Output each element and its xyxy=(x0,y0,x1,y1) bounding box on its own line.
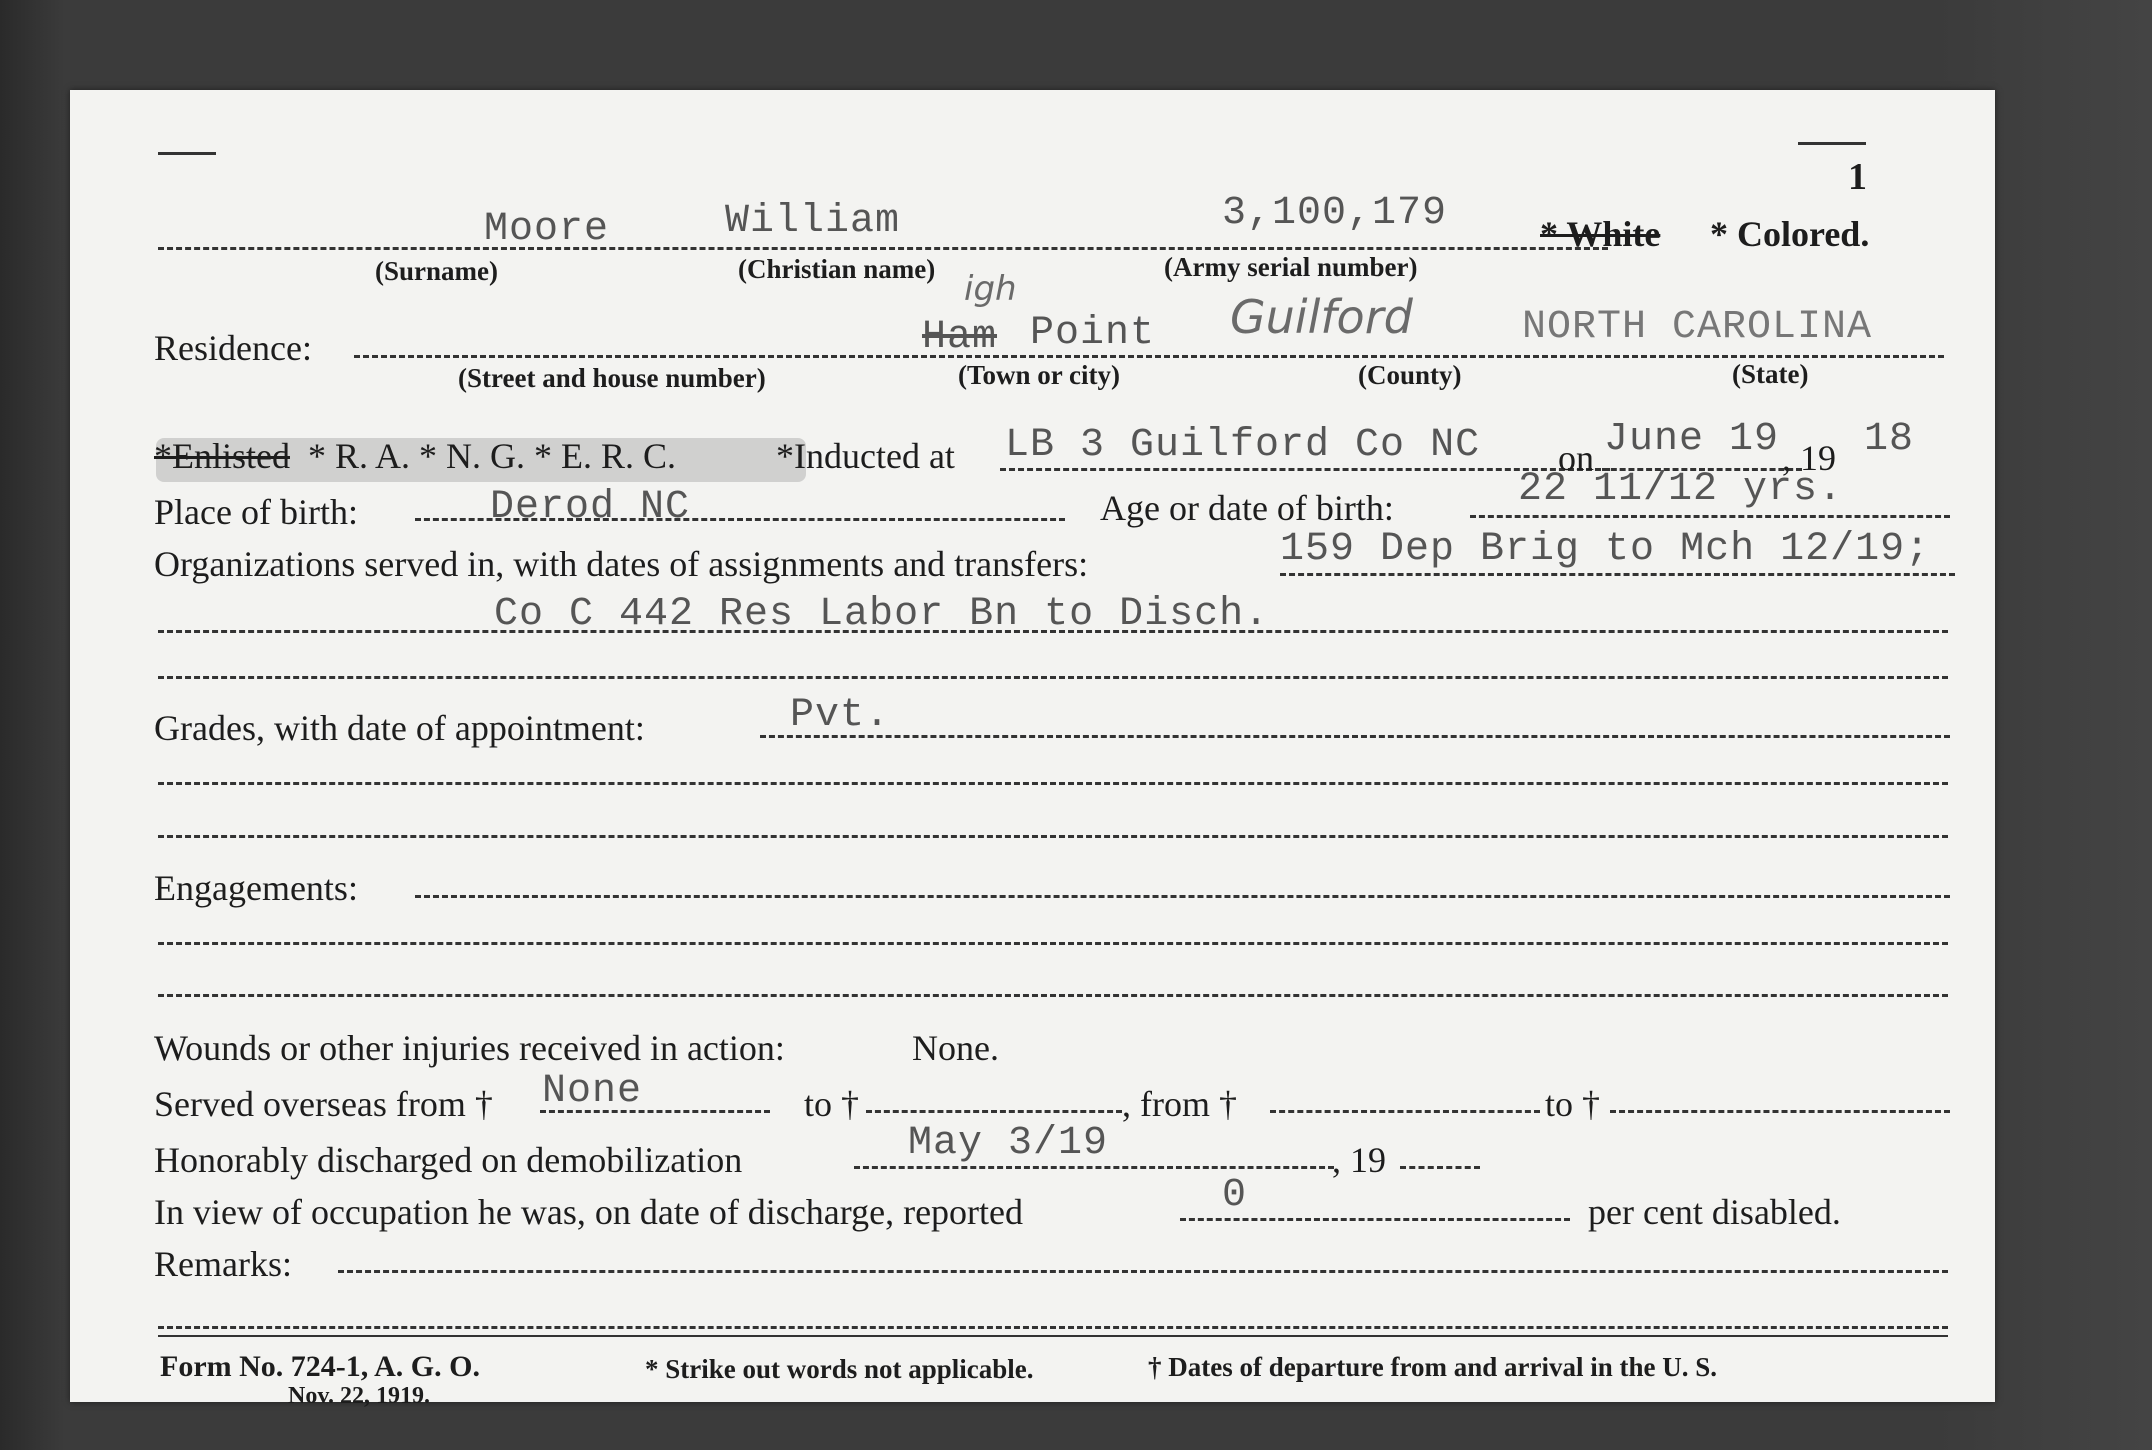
christian-name-value: William xyxy=(725,199,901,244)
street-caption: (Street and house number) xyxy=(458,363,766,393)
race-white-option: * White xyxy=(1540,214,1661,254)
on-label: on xyxy=(1558,438,1594,478)
bottom-rule xyxy=(158,1335,1948,1337)
service-record-card xyxy=(70,90,1995,1409)
organizations-line-3 xyxy=(158,676,1948,679)
grade-value: Pvt. xyxy=(790,693,891,738)
inducted-date-value: June 19 xyxy=(1604,417,1780,462)
occupation-line xyxy=(1180,1218,1570,1221)
to-label-2: to † xyxy=(1545,1084,1601,1124)
grades-label: Grades, with date of appointment: xyxy=(154,708,645,748)
town-struck: Ham xyxy=(922,315,998,360)
organizations-label: Organizations served in, with dates of assignments and transfers: xyxy=(154,544,1089,584)
engagements-line-3 xyxy=(158,994,1948,997)
footnote-dates: † Dates of departure from and arrival in the U. S. xyxy=(1148,1352,1717,1382)
from-line xyxy=(1270,1110,1540,1113)
age-value: 22 11/12 yrs. xyxy=(1518,467,1844,512)
engagements-label: Engagements: xyxy=(154,868,358,908)
to-label-1: to † xyxy=(804,1084,860,1124)
organizations-value-1: 159 Dep Brig to Mch 12/19; xyxy=(1280,527,1931,572)
inducted-label: *Inducted at xyxy=(776,436,955,476)
service-options: * R. A. * N. G. * E. R. C. xyxy=(308,436,677,476)
birth-place-value: Derod NC xyxy=(490,485,691,530)
year-suffix: 18 xyxy=(1864,417,1915,462)
overseas-from-label: Served overseas from † xyxy=(154,1084,493,1124)
footnote-strike: * Strike out words not applicable. xyxy=(645,1354,1034,1384)
to-line-2 xyxy=(1610,1110,1950,1113)
disabled-label: per cent disabled. xyxy=(1588,1192,1841,1232)
residence-label: Residence: xyxy=(154,328,312,368)
age-line xyxy=(1470,515,1950,518)
top-right-mark xyxy=(1798,142,1866,145)
name-line xyxy=(158,247,1608,250)
discharge-year-line xyxy=(1400,1166,1480,1169)
discharge-date-value: May 3/19 xyxy=(908,1121,1109,1166)
organizations-value-2: Co C 442 Res Labor Bn to Disch. xyxy=(494,592,1270,637)
remarks-line-2 xyxy=(158,1326,1948,1329)
organizations-line-1 xyxy=(1280,573,1955,576)
remarks-label: Remarks: xyxy=(154,1244,292,1284)
engagements-line-1 xyxy=(415,895,1950,898)
overseas-from-value: None xyxy=(542,1069,643,1114)
town-insert: igh xyxy=(964,269,1017,309)
serial-number-value: 3,100,179 xyxy=(1222,191,1448,236)
enlisted-option: *Enlisted xyxy=(154,436,290,476)
form-number: Form No. 724-1, A. G. O. xyxy=(160,1350,480,1383)
state-value: NORTH CAROLINA xyxy=(1522,305,1873,350)
surname-value: Moore xyxy=(484,207,610,252)
from-label: , from † xyxy=(1122,1084,1237,1124)
county-value: Guilford xyxy=(1230,290,1413,344)
birth-place-label: Place of birth: xyxy=(154,492,358,532)
surname-caption: (Surname) xyxy=(375,256,498,286)
wounds-value: None. xyxy=(912,1028,999,1068)
race-colored-option: * Colored. xyxy=(1710,214,1870,254)
discharged-label: Honorably discharged on demobilization xyxy=(154,1140,743,1180)
inducted-at-value: LB 3 Guilford Co NC xyxy=(1005,423,1481,468)
discharge-date-line xyxy=(854,1166,1334,1169)
disabled-percent-value: 0 xyxy=(1222,1173,1248,1218)
occupation-label: In view of occupation he was, on date of discharge, reported xyxy=(154,1192,1024,1232)
town-value: Point xyxy=(1030,311,1156,356)
grades-line-2 xyxy=(158,782,1948,785)
grades-line-1 xyxy=(760,735,1950,738)
engagements-line-2 xyxy=(158,942,1948,945)
discharge-year-label: , 19 xyxy=(1332,1140,1386,1180)
top-left-mark xyxy=(158,152,216,155)
year-prefix: , 19 xyxy=(1782,438,1836,478)
state-caption: (State) xyxy=(1732,359,1809,389)
serial-caption: (Army serial number) xyxy=(1164,252,1418,282)
christian-name-caption: (Christian name) xyxy=(738,254,936,284)
grades-line-3 xyxy=(158,835,1948,838)
county-caption: (County) xyxy=(1358,360,1462,390)
card-number: 1 xyxy=(1848,156,1867,198)
wounds-label: Wounds or other injuries received in action: xyxy=(154,1028,785,1068)
to-line-1 xyxy=(866,1110,1122,1113)
age-label: Age or date of birth: xyxy=(1100,488,1394,528)
form-date: Nov. 22, 1919. xyxy=(288,1383,431,1409)
remarks-line-1 xyxy=(338,1270,1948,1273)
town-caption: (Town or city) xyxy=(958,360,1120,390)
